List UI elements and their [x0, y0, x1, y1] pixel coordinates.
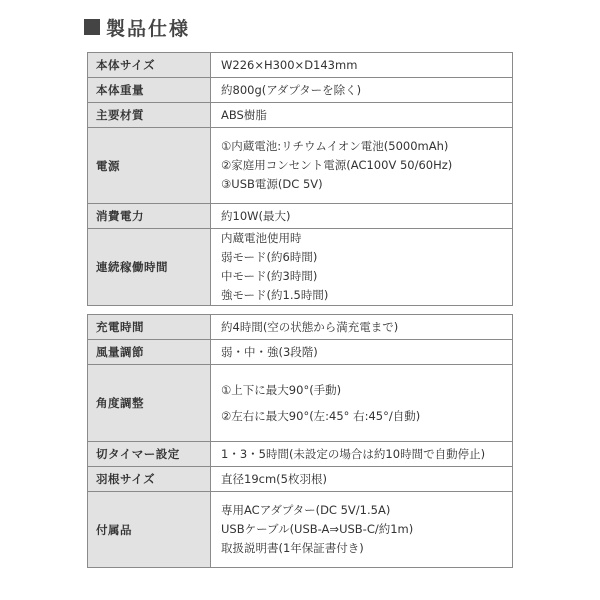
- spec-value: [211, 229, 513, 306]
- spec-label: 付属品: [88, 492, 211, 568]
- spec-label: 主要材質: [88, 103, 211, 128]
- spec-row: [88, 53, 513, 78]
- spec-label: 消費電力: [88, 204, 211, 229]
- spec-value: [211, 204, 513, 229]
- spec-value-line: USBケーブル(USB-A⇒USB-C/約1m): [221, 522, 414, 536]
- spec-row: [88, 467, 513, 492]
- spec-row: [88, 365, 513, 442]
- spec-table-secondary: [87, 314, 513, 568]
- spec-value: [211, 53, 513, 78]
- spec-label: 本体重量: [88, 78, 211, 103]
- spec-value-line: 直径19cm(5枚羽根): [221, 471, 327, 486]
- spec-row: [88, 103, 513, 128]
- spec-value: [211, 365, 513, 442]
- section-header: [84, 14, 190, 40]
- spec-value-line: ③USB電源(DC 5V): [221, 177, 323, 191]
- spec-row: [88, 492, 513, 568]
- spec-value-line: 取扱説明書(1年保証書付き): [221, 541, 364, 555]
- spec-label: 角度調整: [88, 365, 211, 442]
- spec-row: [88, 128, 513, 204]
- spec-label: 連続稼働時間: [88, 229, 211, 306]
- spec-label: 切タイマー設定: [88, 442, 211, 467]
- spec-value: [211, 340, 513, 365]
- spec-value-line: 約4時間(空の状態から満充電まで): [221, 319, 399, 334]
- spec-value-line: 1・3・5時間(未設定の場合は約10時間で自動停止): [221, 446, 486, 461]
- spec-row: [88, 229, 513, 306]
- spec-value: [211, 492, 513, 568]
- spec-value: [211, 128, 513, 204]
- title-square-icon: [84, 19, 100, 35]
- spec-value-line: ①上下に最大90°(手動): [221, 383, 342, 397]
- spec-row: [88, 315, 513, 340]
- spec-value-line: ②家庭用コンセント電源(AC100V 50/60Hz): [221, 158, 453, 172]
- spec-value-line: 弱・中・強(3段階): [221, 344, 318, 359]
- spec-value-line: 専用ACアダプター(DC 5V/1.5A): [221, 503, 391, 517]
- spec-value-line: W226×H300×D143mm: [221, 57, 358, 72]
- spec-value: [211, 442, 513, 467]
- spec-row: [88, 442, 513, 467]
- spec-value-line: ABS樹脂: [221, 107, 267, 122]
- spec-value-line: 約10W(最大): [221, 208, 291, 223]
- spec-value-line: 弱モード(約6時間): [221, 250, 318, 264]
- spec-value-line: 中モード(約3時間): [221, 269, 318, 283]
- page-title: 製品仕様: [106, 17, 191, 40]
- spec-label: 風量調節: [88, 340, 211, 365]
- spec-label: 本体サイズ: [88, 53, 211, 78]
- spec-value-line: ①内蔵電池:リチウムイオン電池(5000mAh): [221, 139, 449, 153]
- spec-row: [88, 204, 513, 229]
- spec-value: [211, 103, 513, 128]
- spec-value: [211, 315, 513, 340]
- spec-label: 充電時間: [88, 315, 211, 340]
- spec-value-line: 内蔵電池使用時: [221, 231, 302, 245]
- spec-row: [88, 340, 513, 365]
- spec-label: 羽根サイズ: [88, 467, 211, 492]
- spec-value: [211, 78, 513, 103]
- spec-value-line: ②左右に最大90°(左:45° 右:45°/自動): [221, 409, 421, 423]
- spec-row: [88, 78, 513, 103]
- spec-table-primary: [87, 52, 513, 306]
- spec-label: 電源: [88, 128, 211, 204]
- spec-value-line: 強モード(約1.5時間): [221, 288, 329, 302]
- spec-value-line: 約800g(アダプターを除く): [221, 82, 362, 97]
- spec-value: [211, 467, 513, 492]
